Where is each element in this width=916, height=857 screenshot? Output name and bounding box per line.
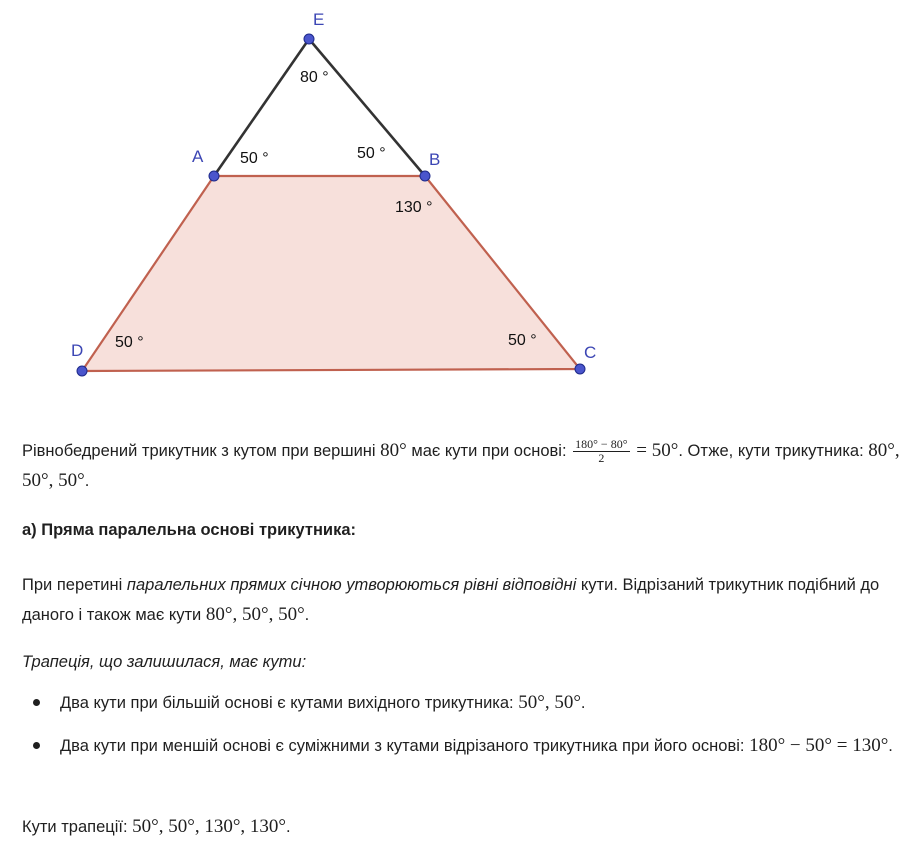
math-expression: 80°, 50°, 50° xyxy=(205,604,305,625)
list-item xyxy=(22,688,902,718)
vertex-label-a: A xyxy=(192,147,204,166)
text-run: . Отже, кути трикутника: xyxy=(678,442,869,460)
fraction-denominator: 2 xyxy=(598,451,605,466)
text-run: . xyxy=(888,737,893,755)
math-expression: 80°, 50°, 50° xyxy=(22,440,900,491)
angle-label-e: 80 ° xyxy=(300,69,329,86)
angle-label-d: 50 ° xyxy=(115,334,144,351)
math-expression: 180° − 50° = 130° xyxy=(749,735,889,756)
fraction xyxy=(573,438,629,465)
point-b xyxy=(420,171,430,181)
text-run: кути. Відрізаний трикутник подібний до даного і також має кути xyxy=(22,576,880,624)
text-run: Два кути при більшій основі є кутами вихідного трикутника: xyxy=(60,694,519,712)
text-run: . xyxy=(84,472,90,490)
text-run: Трапеція, що залишилася, має кути: xyxy=(22,653,307,671)
angle-label-b-bottom: 130 ° xyxy=(395,199,433,216)
text-run: має кути при основі: xyxy=(406,442,572,460)
point-c xyxy=(575,364,585,374)
trapezoid-abcd xyxy=(82,176,580,371)
angle-label-c: 50 ° xyxy=(508,332,537,349)
text-run: . xyxy=(286,818,291,836)
list-item xyxy=(22,731,902,761)
vertex-label-d: D xyxy=(71,341,84,360)
text-run: Кути трапеції: xyxy=(22,818,133,836)
italic-text: паралельних прямих січною утворюються рівні відповідні xyxy=(126,576,577,594)
point-d xyxy=(77,366,87,376)
text-run: . xyxy=(304,606,310,624)
point-e xyxy=(304,34,314,44)
paragraph-triangle-angles xyxy=(22,436,902,496)
section-heading xyxy=(22,516,902,545)
text-run: При перетині xyxy=(22,576,127,594)
angle-label-b-top: 50 ° xyxy=(357,145,386,162)
math-expression: 80° xyxy=(380,440,407,461)
fraction-numerator: 180° − 80° xyxy=(575,437,628,452)
angle-list xyxy=(22,688,902,761)
vertex-label-c: C xyxy=(584,343,597,362)
paragraph-trapezoid-intro xyxy=(22,648,902,677)
heading-text: а) Пряма паралельна основі трикутника: xyxy=(22,521,356,539)
geometry-figure xyxy=(0,0,916,400)
text-run: Два кути при меншій основі є суміжними з кутами відрізаного трикутника при його основі: xyxy=(60,737,750,755)
point-a xyxy=(209,171,219,181)
vertex-label-e: E xyxy=(313,10,325,29)
vertex-label-b: B xyxy=(429,150,441,169)
math-expression: 50°, 50° xyxy=(518,692,581,713)
angle-label-a: 50 ° xyxy=(240,150,269,167)
text-run: . xyxy=(580,694,586,712)
paragraph-parallel-line xyxy=(22,571,902,630)
math-expression: = 50° xyxy=(631,440,679,461)
text-run: Рівнобедрений трикутник з кутом при вершині xyxy=(22,442,381,460)
paragraph-trapezoid-angles xyxy=(22,812,902,842)
math-expression: 50°, 50°, 130°, 130° xyxy=(132,816,287,837)
